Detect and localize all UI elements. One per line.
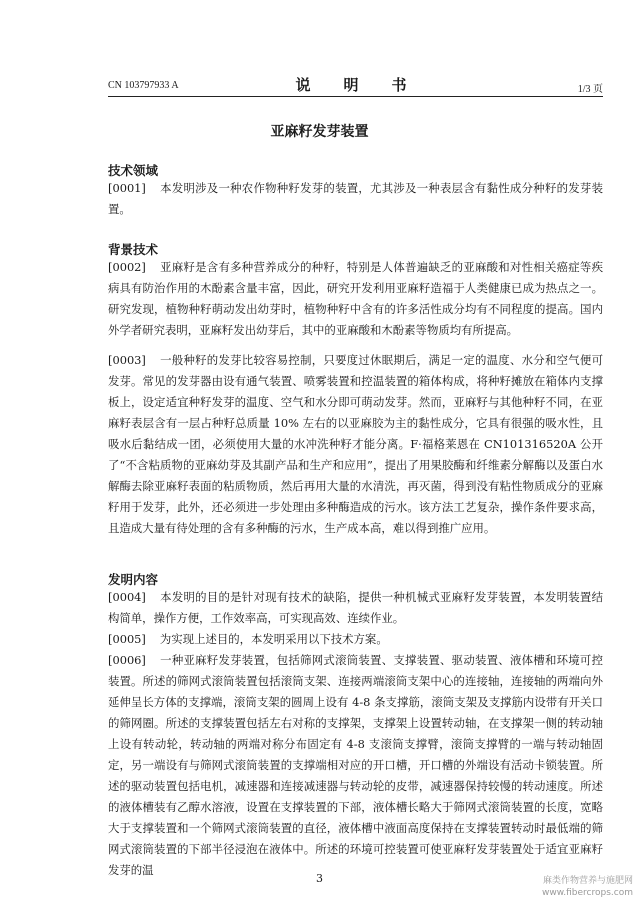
paragraph-number: [0002] xyxy=(108,260,146,274)
paragraph-0003 xyxy=(108,350,603,539)
paragraph-number: [0001] xyxy=(108,181,146,195)
paragraph-0005 xyxy=(108,629,603,650)
paragraph-text: 本发明的目的是针对现有技术的缺陷，提供一种机械式亚麻籽发芽装置，本发明装置结构简单，操作方便，工作效率高，可实现高效、连续作业。 xyxy=(108,590,603,625)
document-type: 说 明 书 xyxy=(295,76,416,94)
page-indicator: 1/3 页 xyxy=(577,84,603,95)
paragraph-number: [0004] xyxy=(108,590,146,604)
patent-number: CN 103797933 A xyxy=(108,80,179,91)
paragraph-0006 xyxy=(108,650,603,881)
section-heading-invention: 发明内容 xyxy=(108,572,159,587)
document-title: 亚麻籽发芽装置 xyxy=(270,124,369,140)
watermark-line-2: www.fibercrops.com xyxy=(542,888,633,898)
paragraph-text: 本发明涉及一种农作物种籽发芽的装置，尤其涉及一种表层含有黏性成分种籽的发芽装置。 xyxy=(108,181,603,216)
paragraph-text: 为实现上述目的，本发明采用以下技术方案。 xyxy=(159,632,388,646)
section-heading-tech-field: 技术领域 xyxy=(108,163,159,178)
paragraph-text: 一种亚麻籽发芽装置，包括筛网式滚筒装置、支撑装置、驱动装置、液体槽和环境可控装置。所述的筛网式滚筒装置包括滚筒支架、连接两端滚筒支架中心的连接轴，连接轴的两端向外延伸呈长方体的支撑端，滚筒支架的圆周上设有 4-8 条支撑筋，滚筒支架及支撑筋内设带有开关口的筛网圈。所述的支撑装置包括左右对称的支撑架，支撑架上设置转动轴，在支撑架一侧的转动轴上设有转动轮，转动轴的两端对称分布固定有 4-8 支滚筒支撑臂，滚筒支撑臂的一端与转动轴固定，另一端设有与筛网式滚筒装置的支撑端相对应的开口槽，开口槽的外端设有活动卡锁装置。所述的驱动装置包括电机，减速器和连接减速器与转动轮的皮带，减速器保持较慢的转动速度。所述的液体槽装有乙醇水溶液，设置在支撑装置的下部，液体槽长略大于筛网式滚筒装置的长度，宽略大于支撑装置和一个筛网式滚筒装置的直径，液体槽中液面高度保持在支撑装置转动时最低端的筛网式滚筒装置的下部半径浸泡在液体中。所述的环境可控装置可使亚麻籽发芽装置处于适宜亚麻籽发芽的温 xyxy=(108,653,603,877)
paragraph-number: [0006] xyxy=(108,653,146,667)
page-header xyxy=(108,74,603,97)
paragraph-0004 xyxy=(108,587,603,629)
paragraph-number: [0003] xyxy=(108,353,146,367)
paragraph-text: 亚麻籽是含有多种营养成分的种籽，特别是人体普遍缺乏的亚麻酸和对性相关癌症等疾病具有防治作用的木酚素含量丰富，因此，研究开发利用亚麻籽造福于人类健康已成为热点之一。研究发现，植物种籽萌动发出幼芽时，植物种籽中含有的许多活性成分均有不同程度的提高。国内外学者研究表明，亚麻籽发出幼芽后，其中的亚麻酸和木酚素等物质均有所提高。 xyxy=(108,260,603,337)
watermark xyxy=(542,875,633,899)
section-heading-background: 背景技术 xyxy=(108,242,159,257)
paragraph-text: 一般种籽的发芽比较容易控制，只要度过休眠期后，满足一定的温度、水分和空气便可发芽。常见的发芽器由设有通气装置、喷雾装置和控温装置的箱体构成，将种籽摊放在箱体内支撑板上，设定适宜种籽发芽的温度、空气和水分即可萌动发芽。然而，亚麻籽与其他种籽不同，在亚麻籽表层含有一层占种籽总质量 10% 左右的以亚麻胶为主的黏性成分，它具有很强的吸水性，且吸水后黏结成一团，必须使用大量的水冲洗种籽才能分离。F·福格莱恩在 CN101316520A 公开了“不含粘质物的亚麻幼芽及其副产品和生产和应用”，提出了用果胶酶和纤维素分解酶以及蛋白水解酶去除亚麻籽表面的粘质物质，然后再用大量的水清洗，再灭菌，得到没有粘性物质成分的亚麻籽用于发芽，此外，还必须进一步处理由多种酶造成的污水。该方法工艺复杂，操作条件要求高，且造成大量有待处理的含有多种酶的污水，生产成本高，难以得到推广应用。 xyxy=(108,353,603,535)
watermark-line-1: 麻类作物营养与施肥网 xyxy=(542,876,633,886)
page-number: 3 xyxy=(316,872,323,885)
paragraph-0002 xyxy=(108,257,603,341)
paragraph-0001 xyxy=(108,178,603,220)
paragraph-number: [0005] xyxy=(108,632,146,646)
